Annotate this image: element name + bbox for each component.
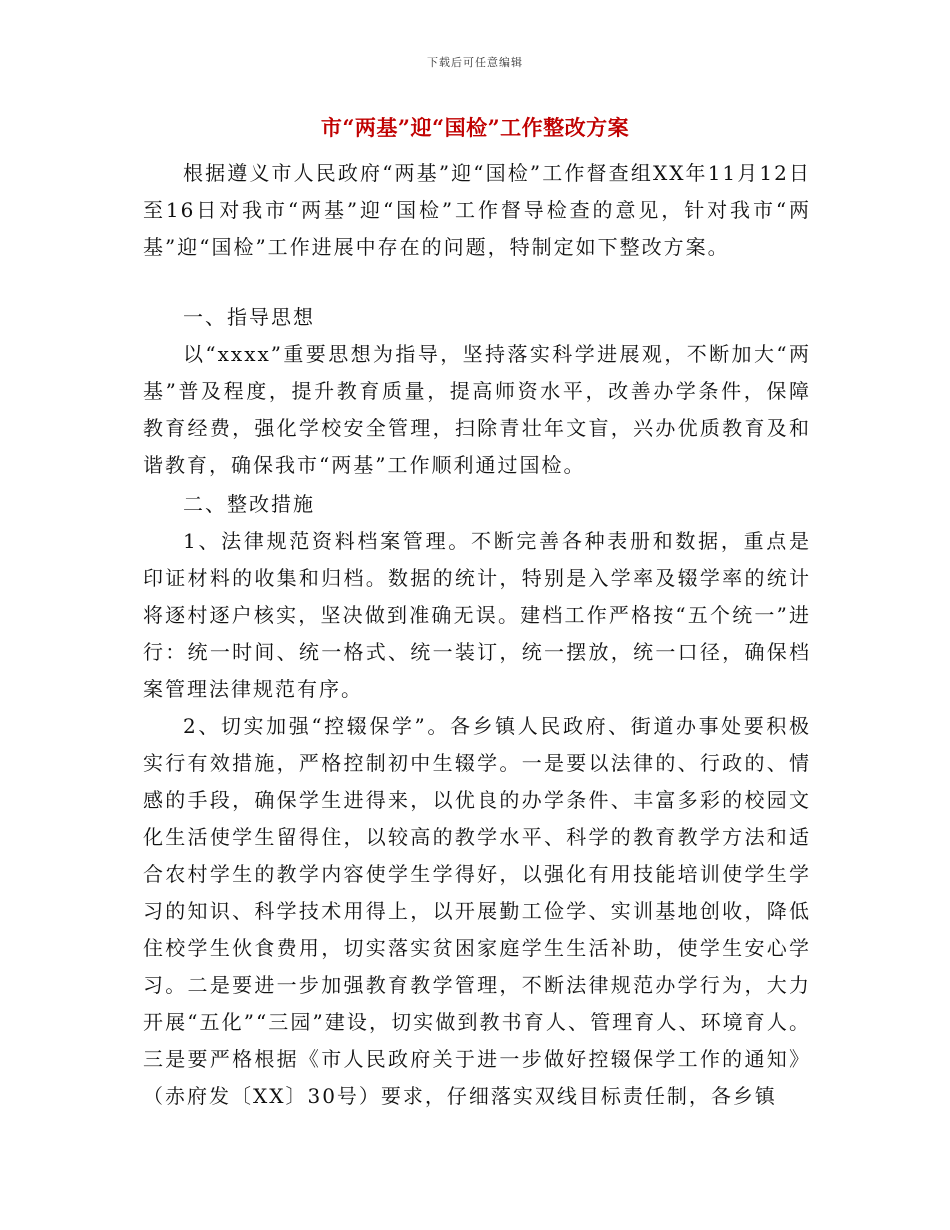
- section-paragraph: 以“xxxx”重要思想为指导，坚持落实科学进展观，不断加大“两基”普及程度，提升教育质量，提高师资水平，改善办学条件，保障教育经费，强化学校安全管理，扫除青壮年文盲，兴办优质教育及和谐教育，确保我市“两基”工作顺利通过国检。: [143, 342, 811, 477]
- measure-item-2: 2、切实加强“控辍保学”。各乡镇人民政府、街道办事处要积极实行有效措施，严格控制初中生辍学。一是要以法律的、行政的、情感的手段，确保学生进得来，以优良的办学条件、丰富多彩的校园文化生活使学生留得住，以较高的教学水平、科学的教育教学方法和适合农村学生的教学内容使学生学得好，以强化有用技能培训使学生学习的知识、科学技术用得上，以开展勤工俭学、实训基地创收，降低住校学生伙食费用，切实落实贫困家庭学生生活补助，使学生安心学习。二是要进一步加强教育教学管理，不断法律规范办学行为，大力开展“五化”“三园”建设，切实做到教书育人、管理育人、环境育人。三是要严格根据《市人民政府关于进一步做好控辍保学工作的通知》（赤府发〔XX〕30号）要求，仔细落实双线目标责任制，各乡镇: [143, 714, 811, 1108]
- section-heading: 二、整改措施: [183, 492, 315, 516]
- section-guiding-thought: [143, 299, 811, 484]
- measure-item-1: 1、法律规范资料档案管理。不断完善各种表册和数据，重点是印证材料的收集和归档。数据的统计，特别是入学率及辍学率的统计将逐村逐户核实，坚决做到准确无误。建档工作严格按“五个统一”进行：统一时间、统一格式、统一装订，统一摆放，统一口径，确保档案管理法律规范有序。: [143, 529, 811, 701]
- section-rectification-measures: [143, 486, 811, 1115]
- intro-block: [143, 155, 811, 266]
- document-title: 市“两基”迎“国检”工作整改方案: [320, 115, 630, 140]
- page-header-note: 下载后可任意编辑: [427, 56, 523, 69]
- section-heading: 一、指导思想: [183, 305, 315, 329]
- intro-paragraph: 根据遵义市人民政府“两基”迎“国检”工作督查组XX年11月12日至16日对我市“两基”迎“国检”工作督导检查的意见，针对我市“两基”迎“国检”工作进展中存在的问题，特制定如下整改方案。: [143, 161, 811, 259]
